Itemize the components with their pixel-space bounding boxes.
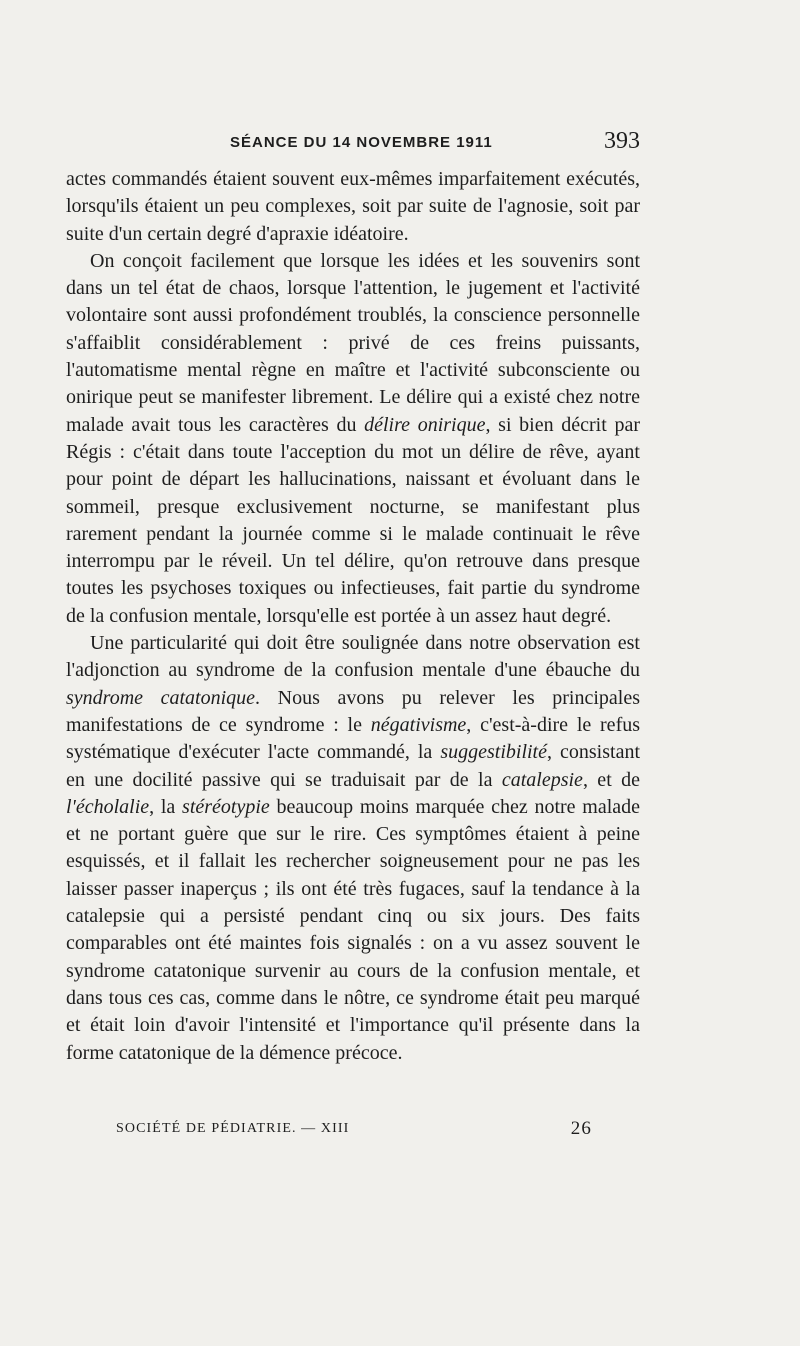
sheet-number: 26 [570,1118,592,1139]
signature-line [116,1118,592,1145]
italic-term: suggestibilité [440,741,547,764]
text-run: beaucoup moins marquée chez notre malade et ne portant guère que sur le rire. Ces symptômes étaient à peine esquissés, et il fallait les rechercher soigneusement pour ne pas les laisser passer inaperçus ; ils ont été très fugaces, sauf la tendance à la catalepsie qui a persisté pendant cinq ou six jours. Des faits comparables ont été maintes fois signalés : on a vu assez souvent le syndrome catatonique survenir au cours de la confusion mentale, et dans tous ces cas, comme dans le nôtre, ce syndrome était peu marqué et était loin d'avoir l'intensité et l'importance qu'il présente dans la forme catatonique de la démence précoce. [66,795,641,1064]
text-run: , si bien décrit par Régis : c'était dans toute l'acception du mot un délire de rêve, ayant pour point de départ les hallucinations, naissant et évoluant dans le sommeil, presque exclusivement nocturne, se manifestant plus rarement pendant la journée comme si le malade continuait le rêve interrompu par le réveil. Un tel délire, qu'on retrouve dans presque toutes les psychoses toxiques ou infectieuses, fait partie du syndrome de la confusion mentale, lorsqu'elle est portée à un assez haut degré. [66,413,641,627]
italic-term: délire onirique [364,413,486,436]
paragraph-continued [66,166,640,248]
text-line: l'agnosie, soit par suite d'un certain degré d'apraxie idéatoire. [66,195,641,245]
text-run: , c'est-à-dire le refus systématique d'exécuter l'acte commandé, la [66,713,641,764]
italic-term: catalepsie [501,768,583,791]
page-number: 393 [604,128,640,154]
text-line: actes commandés étaient souvent eux-mêmes imparfaitement [66,168,561,190]
text-run: On conçoit facilement que lorsque les idées et les souvenirs sont dans un tel état de chaos, lorsque l'attention, le jugement et l'activité volontaire sont aussi profondément troublés, la conscience personnelle s'affaiblit considérablement : privé de ces freins puissants, l'automatisme mental règne en maître et l'activité subconsciente ou onirique peut se manifester librement. Le délire qui a existé chez notre malade avait tous les caractères du [66,249,640,436]
italic-term: négativisme [370,713,467,736]
text-run: , consistant en une docilité passive qui se traduisait par de la [66,741,640,791]
paragraph-syndrome-catatonique [66,630,640,1067]
running-head-title: SÉANCE DU 14 NOVEMBRE 1911 [230,134,493,151]
body-text [66,166,640,1067]
text-run: , la [149,795,176,818]
text-run: . Nous avons pu relever les principales manifestations de ce syndrome : le [66,686,640,736]
text-run: Une particularité qui doit être soulignée dans notre observation est l'adjonction au syndrome de la confusion mentale d'une ébauche du [66,632,640,682]
running-head [66,128,640,158]
italic-term: syndrome catatonique [66,686,256,709]
italic-term: stéréotypie [182,795,270,818]
text-line: exécutés, lorsqu'ils étaient un peu complexes, soit par suite de [66,168,640,218]
italic-term: l'écholalie [66,795,150,818]
signature-text: SOCIÉTÉ DE PÉDIATRIE. — XIII [116,1121,350,1136]
paragraph-delire-onirique [66,248,640,630]
text-run: , et de [582,768,640,791]
